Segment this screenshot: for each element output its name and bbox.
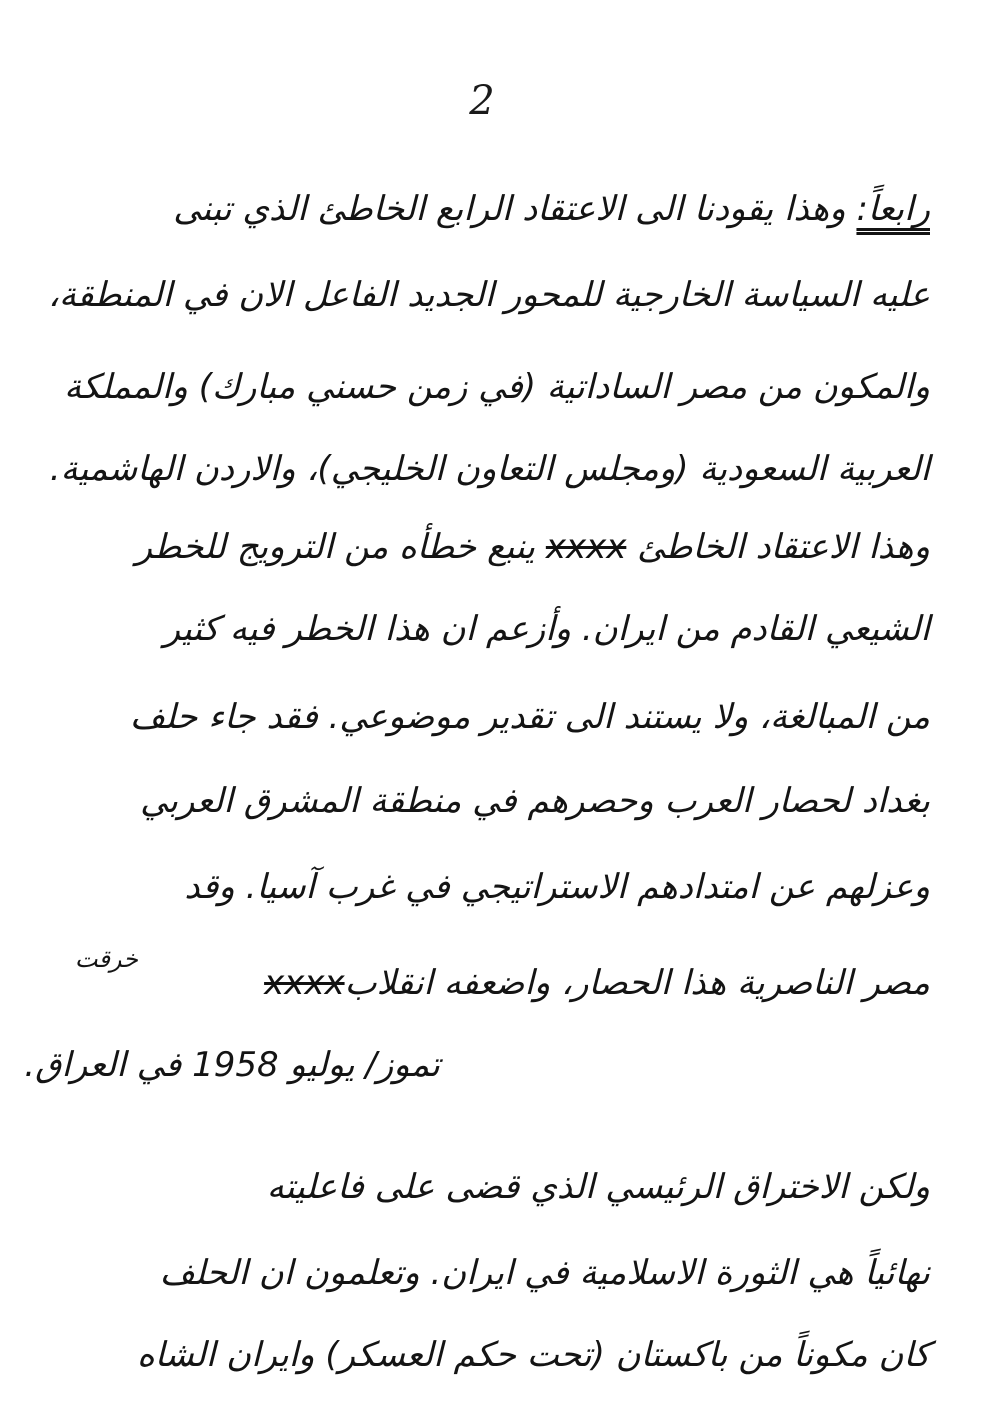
text-line-11: تموز/ يوليو 1958 في العراق. bbox=[24, 1045, 440, 1085]
text-line-3: والمكون من مصر الساداتية (في زمن حسني مبارك) والمملكة bbox=[64, 367, 930, 407]
text-line-5-end: ينبع خطأه من الترويج للخطر bbox=[135, 527, 546, 567]
text-line-1-body: وهذا يقودنا الى الاعتقاد الرابع الخاطئ الذي تبنى bbox=[173, 189, 857, 229]
text-line-5-start: وهذا الاعتقاد الخاطئ bbox=[626, 527, 930, 567]
text-line-10 bbox=[264, 963, 930, 1003]
text-line-12: ولكن الاختراق الرئيسي الذي قضى على فاعليته bbox=[266, 1167, 930, 1207]
text-line-14: كان مكوناً من باكستان (تحت حكم العسكر) وايران الشاه bbox=[136, 1335, 930, 1375]
handwritten-insertion: خرقت bbox=[74, 945, 138, 973]
struck-word: xxxx bbox=[545, 527, 627, 567]
section-marker: رابعاً: bbox=[856, 189, 930, 229]
text-line-8: بغداد لحصار العرب وحصرهم في منطقة المشرق العربي bbox=[140, 781, 930, 821]
text-line-13: نهائياً هي الثورة الاسلامية في ايران. وتعلمون ان الحلف bbox=[159, 1253, 930, 1293]
struck-word-2: xxxx bbox=[264, 963, 345, 1003]
text-line-4: العربية السعودية (ومجلس التعاون الخليجي)، والاردن الهاشمية. bbox=[49, 449, 930, 489]
text-line-1 bbox=[173, 189, 930, 229]
page-number: 2 bbox=[469, 78, 495, 124]
text-line-2: عليه السياسة الخارجية للمحور الجديد الفاعل الان في المنطقة، bbox=[48, 275, 930, 315]
text-line-7: من المبالغة، ولا يستند الى تقدير موضوعي. فقد جاء حلف bbox=[129, 697, 930, 737]
text-line-9: وعزلهم عن امتدادهم الاستراتيجي في غرب آسيا. وقد bbox=[184, 867, 930, 907]
text-line-5 bbox=[135, 527, 930, 567]
text-line-6: الشيعي القادم من ايران. وأزعم ان هذا الخطر فيه كثير bbox=[163, 609, 930, 649]
text-line-10-end: مصر الناصرية هذا الحصار، واضعفه انقلاب bbox=[344, 963, 930, 1003]
